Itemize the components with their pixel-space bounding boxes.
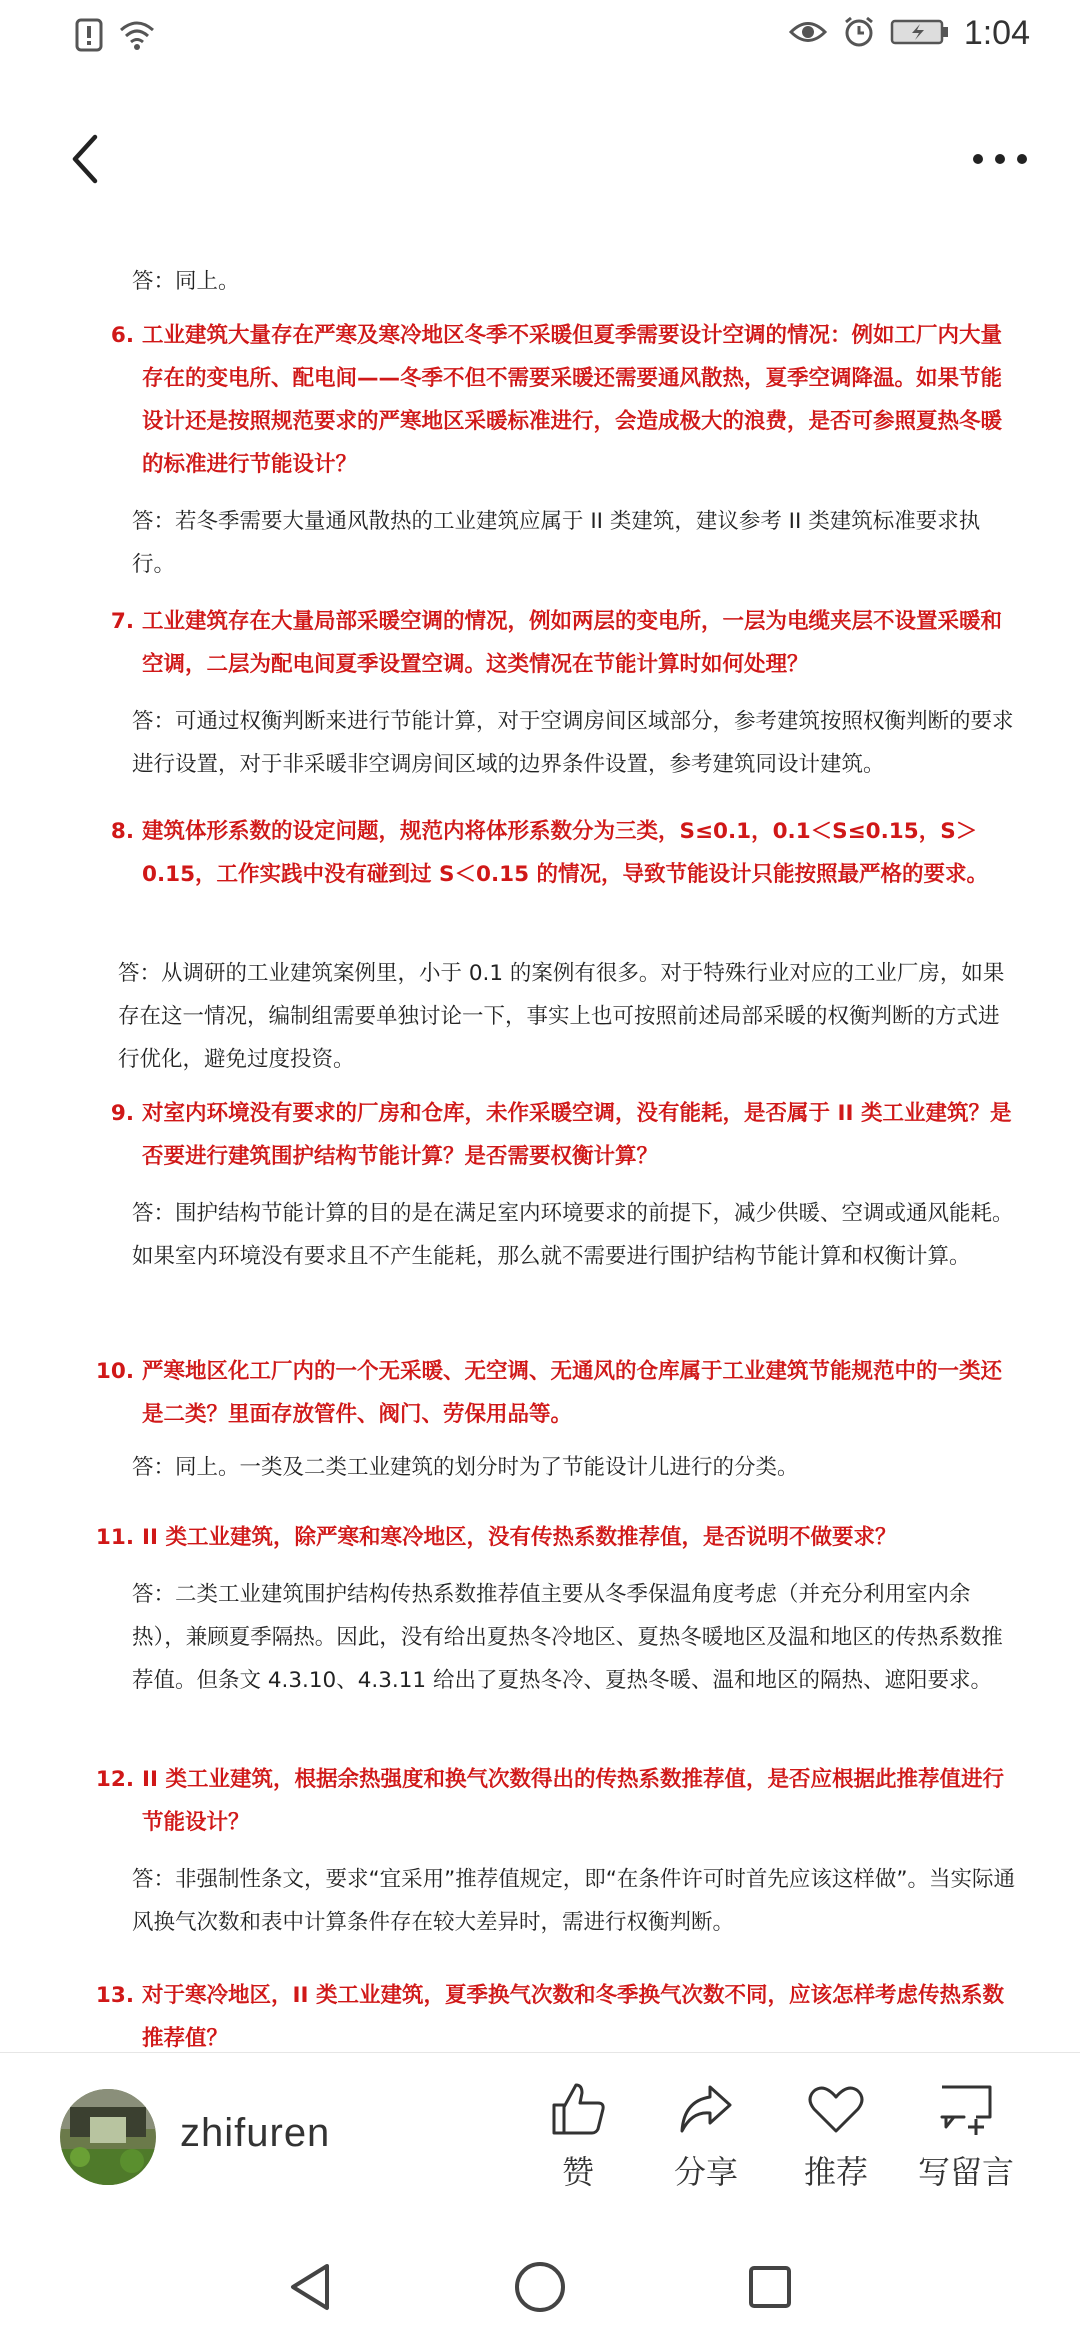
bottom-action-bar — [0, 2052, 1080, 2223]
eye-icon — [788, 17, 828, 51]
nav-back-button[interactable] — [275, 2252, 345, 2322]
question: 6. 工业建筑大量存在严寒及寒冷地区冬季不采暖但夏季需要设计空调的情况：例如工厂内大量存在的变电所、配电间——冬季不但不需要采暖还需要通风散热，夏季空调降温。如果节能设计还是按照规范要求的严寒地区采暖标准进行，会造成极大的浪费，是否可参照夏热冬暖的标准进行节能设计？ — [110, 323, 1003, 477]
system-nav-bar — [0, 2222, 1080, 2340]
question: 8. 建筑体形系数的设定问题，规范内将体形系数分为三类，S≤0.1，0.1＜S≤0.15，S＞0.15，工作实践中没有碰到过 S＜0.15 的情况，导致节能设计只能按照最严格的要求。 — [110, 819, 989, 887]
thumbs-up-icon — [548, 2081, 608, 2137]
app-bar — [0, 110, 1080, 210]
nav-home-button[interactable] — [505, 2252, 575, 2322]
circle-home-icon — [512, 2259, 568, 2315]
share-label: 分享 — [673, 2153, 738, 2191]
qa-item-8 — [80, 810, 1020, 1081]
wifi-icon — [117, 19, 157, 55]
more-dots-icon — [970, 151, 1030, 167]
recommend-label: 推荐 — [803, 2153, 868, 2191]
share-arrow-icon — [676, 2081, 736, 2137]
qa-item-11 — [80, 1516, 1020, 1702]
nav-recents-button[interactable] — [735, 2252, 805, 2322]
question: 13. 对于寒冷地区，II 类工业建筑，夏季换气次数和冬季换气次数不同，应该怎样考虑传热系数推荐值？ — [95, 1983, 1004, 2050]
answer: 答：可通过权衡判断来进行节能计算，对于空调房间区域部分，参考建筑按照权衡判断的要求进行设置，对于非采暖非空调房间区域的边界条件设置，参考建筑同设计建筑。 — [132, 709, 1014, 777]
qa-item-10 — [80, 1350, 1020, 1489]
square-recents-icon — [745, 2262, 795, 2312]
like-button[interactable] — [518, 2081, 638, 2193]
comment-add-icon — [936, 2081, 996, 2137]
chevron-left-icon — [65, 129, 105, 189]
question: 9. 对室内环境没有要求的厂房和仓库，未作采暖空调，没有能耗，是否属于 II 类工业建筑？是否要进行建筑围护结构节能计算？是否需要权衡计算？ — [110, 1101, 1012, 1169]
username[interactable]: zhifuren — [180, 2111, 331, 2155]
heart-icon — [806, 2081, 866, 2137]
back-button[interactable] — [50, 124, 120, 194]
avatar[interactable] — [60, 2089, 156, 2185]
qa-item-7 — [80, 600, 1020, 786]
like-label: 赞 — [561, 2153, 594, 2191]
answer: 答：围护结构节能计算的目的是在满足室内环境要求的前提下，减少供暖、空调或通风能耗。如果室内环境没有要求且不产生能耗，那么就不需要进行围护结构节能计算和权衡计算。 — [132, 1201, 1014, 1269]
write-comment-button[interactable] — [906, 2081, 1026, 2193]
status-bar — [0, 0, 1080, 70]
question: 11. II 类工业建筑，除严寒和寒冷地区，没有传热系数推荐值，是否说明不做要求？ — [95, 1525, 897, 1550]
answer-paragraph: 答：同上。 — [132, 269, 240, 294]
question: 7. 工业建筑存在大量局部采暖空调的情况，例如两层的变电所，一层为电缆夹层不设置采暖和空调，二层为配电间夏季设置空调。这类情况在节能计算时如何处理？ — [110, 609, 1003, 677]
answer: 答：二类工业建筑围护结构传热系数推荐值主要从冬季保温角度考虑（并充分利用室内余热），兼顾夏季隔热。因此，没有给出夏热冬冷地区、夏热冬暖地区及温和地区的传热系数推荐值。但条文 4.3.10、4.3.11 给出了夏热冬冷、夏热冬暖、温和地区的隔热、遮阳要求。 — [132, 1582, 1003, 1693]
qa-item-13 — [80, 1974, 1020, 2050]
qa-item-9 — [80, 1092, 1020, 1278]
qa-item-12 — [80, 1758, 1020, 1944]
recommend-button[interactable] — [776, 2081, 896, 2193]
answer: 答：若冬季需要大量通风散热的工业建筑应属于 II 类建筑，建议参考 II 类建筑标准要求执行。 — [132, 509, 981, 577]
answer: 答：同上。一类及二类工业建筑的划分时为了节能设计儿进行的分类。 — [132, 1455, 799, 1480]
answer: 答：非强制性条文，要求“宜采用”推荐值规定，即“在条件许可时首先应该这样做”。当实际通风换气次数和表中计算条件存在较大差异时，需进行权衡判断。 — [132, 1867, 1016, 1935]
more-options-button[interactable] — [960, 124, 1040, 194]
comment-label: 写留言 — [917, 2153, 1014, 2191]
clock-time: 1:04 — [963, 14, 1030, 52]
question: 12. II 类工业建筑，根据余热强度和换气次数得出的传热系数推荐值，是否应根据此推荐值进行节能设计？ — [95, 1767, 1004, 1835]
answer: 答：从调研的工业建筑案例里，小于 0.1 的案例有很多。对于特殊行业对应的工业厂房，如果存在这一情况，编制组需要单独讨论一下，事实上也可按照前述局部采暖的权衡判断的方式进行优化，避免过度投资。 — [118, 961, 1005, 1072]
alert-icon — [75, 18, 103, 56]
triangle-back-icon — [285, 2260, 335, 2314]
qa-item-6 — [80, 314, 1020, 586]
article-content — [0, 230, 1080, 2050]
share-button[interactable] — [646, 2081, 766, 2193]
battery-icon — [890, 17, 950, 51]
question: 10. 严寒地区化工厂内的一个无采暖、无空调、无通风的仓库属于工业建筑节能规范中的一类还是二类？里面存放管件、阀门、劳保用品等。 — [95, 1359, 1003, 1427]
alarm-icon — [842, 15, 876, 53]
